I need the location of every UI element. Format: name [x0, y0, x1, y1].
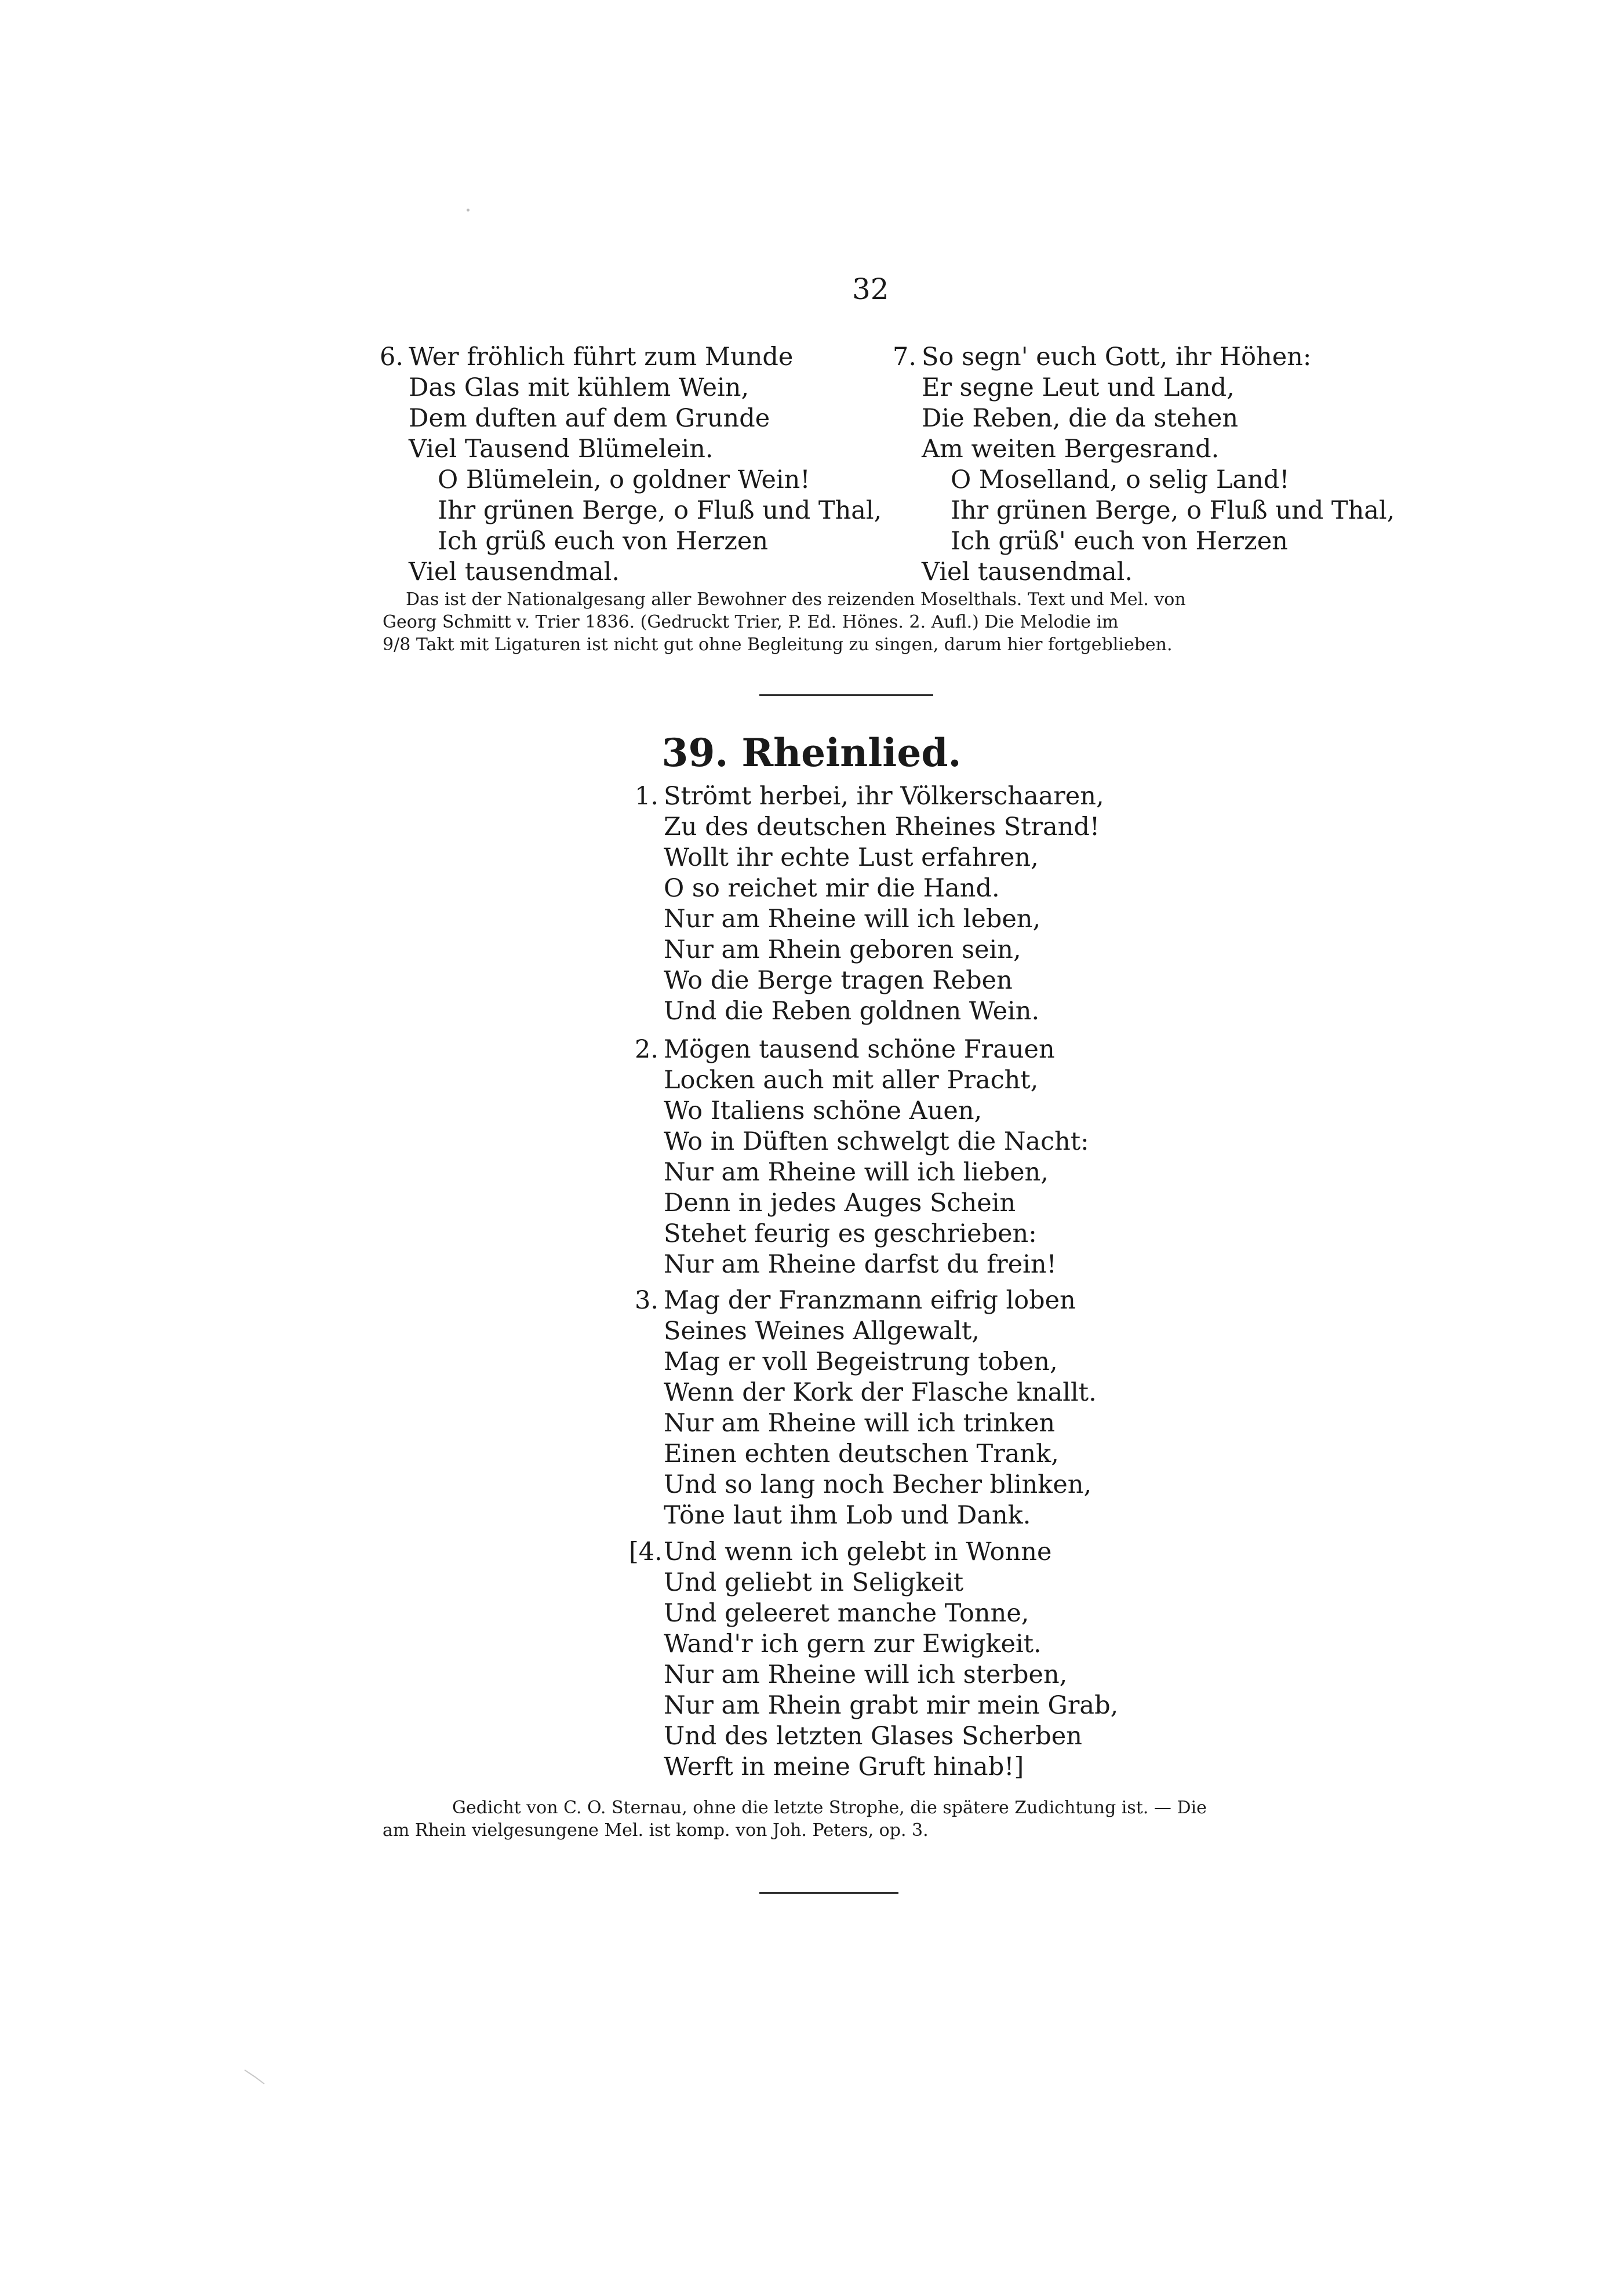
rheinlied-stanza-3 [635, 1285, 1097, 1531]
footnote-line: 9/8 Takt mit Ligaturen ist nicht gut ohne Begleitung zu singen, darum hier fortgeblieben. [383, 635, 1173, 655]
verse-line: Und wenn ich gelebt in Wonne [664, 1537, 1052, 1566]
footnote-line: am Rhein vielgesungene Mel. ist komp. von Joh. Peters, op. 3. [383, 1820, 929, 1841]
footnote-line: Georg Schmitt v. Trier 1836. (Gedruckt Trier, P. Ed. Hönes. 2. Aufl.) Die Melodie im [383, 612, 1119, 632]
verse-line: Viel Tausend Blümelein. [409, 435, 714, 464]
song-title [580, 730, 1043, 775]
footnote-line: Das ist der Nationalgesang aller Bewohner des reizenden Moselthals. Text und Mel. von [406, 589, 1186, 610]
verse-line: Die Reben, die da stehen [922, 404, 1239, 433]
verse-line: Denn in jedes Auges Schein [664, 1189, 1016, 1218]
stanza-7 [893, 342, 1395, 588]
verse-line: Wo die Berge tragen Reben [664, 966, 1013, 995]
footnote-sternau [383, 1796, 1207, 1842]
song-number: 39. [661, 730, 729, 775]
verse-line: So segn' euch Gott, ihr Höhen: [922, 342, 1312, 371]
divider-rule [759, 694, 933, 696]
stanza-number: [4. [629, 1537, 663, 1566]
verse-line: O Blümelein, o goldner Wein! [438, 465, 810, 494]
verse-line: Und des letzten Glases Scherben [664, 1722, 1082, 1751]
verse-line: Wo Italiens schöne Auen, [664, 1096, 982, 1125]
speck-mark [467, 209, 470, 212]
stanza-6 [380, 342, 882, 588]
verse-line: Wenn der Kork der Flasche knallt. [664, 1378, 1097, 1407]
verse-line: Das Glas mit kühlem Wein, [409, 373, 749, 402]
verse-line: Nur am Rhein grabt mir mein Grab, [664, 1691, 1119, 1720]
divider-rule [759, 1892, 898, 1894]
verse-line: Ich grüß' euch von Herzen [951, 527, 1288, 556]
scan-mark-icon [243, 2069, 267, 2086]
verse-line: Viel tausendmal. [409, 557, 620, 586]
rheinlied-stanza-4 [629, 1537, 1118, 1783]
rheinlied-stanza-2 [635, 1034, 1089, 1280]
verse-line: Wo in Düften schwelgt die Nacht: [664, 1127, 1089, 1156]
verse-line: Nur am Rhein geboren sein, [664, 935, 1021, 964]
stanza-number: 3. [635, 1286, 659, 1315]
verse-line: O so reichet mir die Hand. [664, 874, 1000, 903]
verse-line: Nur am Rheine will ich lieben, [664, 1158, 1049, 1187]
verse-line: Stehet feurig es geschrieben: [664, 1219, 1037, 1248]
verse-line: Locken auch mit aller Pracht, [664, 1066, 1039, 1095]
footnote-line: Gedicht von C. O. Sternau, ohne die letzte Strophe, die spätere Zudichtung ist. — Die [452, 1798, 1207, 1818]
verse-line: Ich grüß euch von Herzen [438, 527, 769, 556]
verse-line: Nur am Rheine will ich trinken [664, 1409, 1056, 1438]
verse-line: Und so lang noch Becher blinken, [664, 1470, 1092, 1499]
verse-line: Mag der Franzmann eifrig loben [664, 1286, 1076, 1315]
verse-line: Einen echten deutschen Trank, [664, 1439, 1059, 1468]
verse-line: Er segne Leut und Land, [922, 373, 1235, 402]
verse-line: Mögen tausend schöne Frauen [664, 1035, 1055, 1064]
stanza-number: 6. [380, 342, 404, 371]
verse-line: Dem duften auf dem Grunde [409, 404, 770, 433]
verse-line: Nur am Rheine will ich leben, [664, 905, 1041, 934]
verse-line: Wer fröhlich führt zum Munde [409, 342, 794, 371]
verse-line: Am weiten Bergesrand. [922, 435, 1220, 464]
verse-line: Und geleeret manche Tonne, [664, 1599, 1029, 1628]
verse-line: Zu des deutschen Rheines Strand! [664, 812, 1100, 841]
stanza-number: 2. [635, 1035, 659, 1064]
page-number: 32 [852, 272, 889, 306]
verse-line: O Moselland, o selig Land! [951, 465, 1290, 494]
verse-line: Nur am Rheine darfst du frein! [664, 1250, 1057, 1279]
verse-line: Ihr grünen Berge, o Fluß und Thal, [438, 496, 882, 525]
verse-line: Töne laut ihm Lob und Dank. [664, 1501, 1031, 1530]
verse-line: Strömt herbei, ihr Völkerschaaren, [664, 782, 1104, 811]
verse-line: Werft in meine Gruft hinab!] [664, 1752, 1024, 1781]
verse-line: Und geliebt in Seligkeit [664, 1568, 964, 1597]
verse-line: Wand'r ich gern zur Ewigkeit. [664, 1630, 1042, 1659]
verse-line: Mag er voll Begeistrung toben, [664, 1347, 1058, 1376]
verse-line: Und die Reben goldnen Wein. [664, 997, 1040, 1026]
song-title-text: Rheinlied. [741, 730, 962, 775]
stanza-number: 7. [893, 342, 917, 371]
verse-line: Nur am Rheine will ich sterben, [664, 1660, 1068, 1689]
verse-line: Wollt ihr echte Lust erfahren, [664, 843, 1039, 872]
rheinlied-stanza-1 [635, 781, 1104, 1027]
verse-line: Seines Weines Allgewalt, [664, 1317, 980, 1346]
footnote-moselthal [383, 588, 1186, 656]
verse-line: Viel tausendmal. [922, 557, 1133, 586]
stanza-number: 1. [635, 782, 659, 811]
verse-line: Ihr grünen Berge, o Fluß und Thal, [951, 496, 1395, 525]
